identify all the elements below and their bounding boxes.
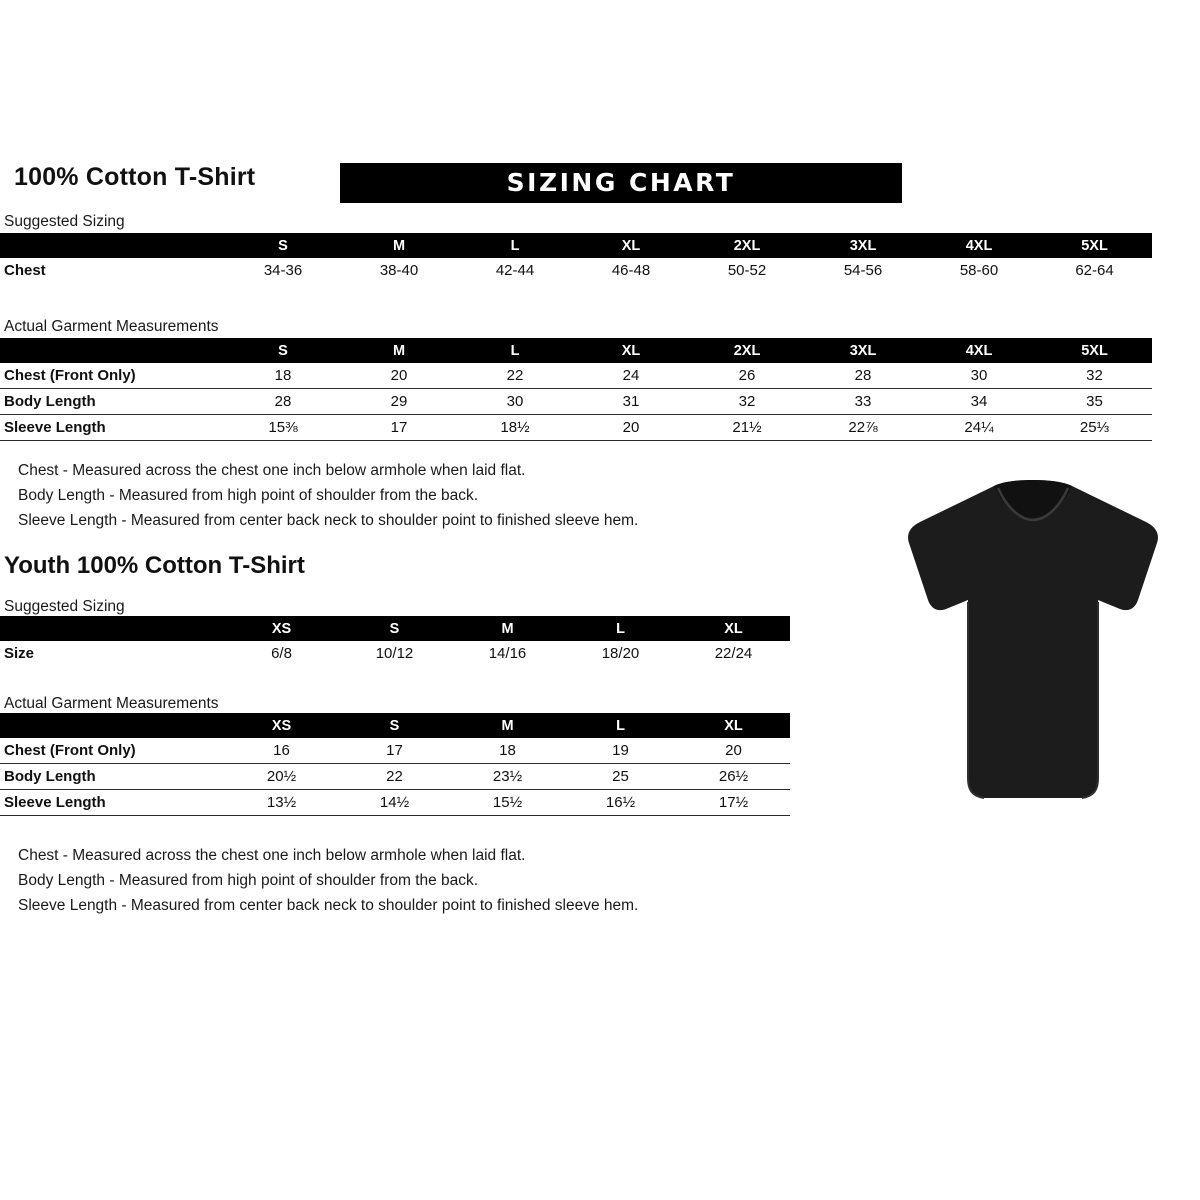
note-chest: Chest - Measured across the chest one inch below armhole when laid flat.: [18, 847, 526, 864]
column-header: 2XL: [733, 342, 761, 359]
cell: 17: [386, 742, 403, 759]
column-header: [0, 338, 225, 363]
youth-actual-caption: Actual Garment Measurements: [4, 695, 219, 712]
page-title: 100% Cotton T-Shirt: [14, 163, 256, 191]
cell: 18: [274, 367, 292, 384]
column-header: XS: [271, 717, 292, 734]
cell: 20: [390, 367, 408, 384]
cell: 20½: [266, 768, 297, 785]
row-label: Chest (Front Only): [4, 742, 136, 759]
cell: 16: [273, 742, 290, 759]
note-sleeve-length: Sleeve Length - Measured from center back neck to shoulder point to finished sleeve hem.: [18, 512, 639, 529]
cell: 18/20: [601, 645, 640, 662]
row-label: Body Length: [4, 768, 96, 785]
table-header-row: [0, 713, 790, 738]
cell: 30: [970, 367, 988, 384]
column-header: M: [501, 620, 514, 637]
row-label: Chest: [4, 262, 46, 279]
cell: 17½: [718, 794, 749, 811]
column-header: S: [278, 342, 288, 359]
column-header: S: [389, 717, 400, 734]
cell: 16½: [605, 794, 636, 811]
table-row: [0, 258, 1152, 283]
cell: 25⅓: [1079, 419, 1110, 436]
cell: 34: [970, 393, 988, 410]
column-header: 3XL: [849, 342, 877, 359]
cell: 17: [390, 419, 408, 436]
column-header: XL: [724, 620, 743, 637]
column-header: L: [510, 342, 520, 359]
column-header: XL: [621, 237, 641, 254]
adult-suggested-sizing-table: [0, 233, 1152, 283]
cell: 14/16: [488, 645, 527, 662]
cell: 6/8: [271, 645, 292, 662]
note-sleeve-length: Sleeve Length - Measured from center back neck to shoulder point to finished sleeve hem.: [18, 897, 639, 914]
column-header: [0, 233, 225, 258]
cell: 23½: [492, 768, 523, 785]
cell: 29: [390, 393, 408, 410]
table-row: [0, 389, 1152, 415]
table-row: [0, 764, 790, 790]
cell: 22: [386, 768, 403, 785]
cell: 28: [274, 393, 292, 410]
cell: 31: [622, 393, 640, 410]
cell: 14½: [379, 794, 410, 811]
column-header: [0, 713, 225, 738]
column-header: S: [278, 237, 288, 254]
column-header: 5XL: [1081, 342, 1108, 359]
column-header: M: [392, 342, 406, 359]
cell: 22: [506, 367, 524, 384]
column-header: M: [501, 717, 514, 734]
youth-measurement-notes: [18, 843, 638, 918]
row-label: Size: [4, 645, 35, 662]
column-header: L: [510, 237, 520, 254]
cell: 33: [854, 393, 872, 410]
column-header: S: [389, 620, 400, 637]
cell: 38-40: [379, 262, 419, 279]
cell: 13½: [266, 794, 297, 811]
cell: 25: [612, 768, 629, 785]
column-header: 3XL: [849, 237, 877, 254]
cell: 10/12: [375, 645, 414, 662]
t-shirt-illustration: [898, 478, 1168, 808]
cell: 32: [1086, 367, 1103, 384]
table-row: [0, 790, 790, 816]
adult-suggested-caption: Suggested Sizing: [4, 213, 125, 230]
youth-actual-measurements-table: [0, 713, 790, 816]
youth-suggested-caption: Suggested Sizing: [4, 598, 125, 615]
column-header: XS: [271, 620, 292, 637]
cell: 20: [622, 419, 640, 436]
cell: 21½: [732, 419, 762, 436]
table-header-row: [0, 338, 1152, 363]
cell: 35: [1086, 393, 1103, 410]
column-header: XL: [724, 717, 743, 734]
cell: 20: [725, 742, 742, 759]
cell: 30: [506, 393, 524, 410]
note-body-length: Body Length - Measured from high point of shoulder from the back.: [18, 872, 479, 889]
table-row: [0, 363, 1152, 389]
table-row: [0, 641, 790, 666]
table-header-row: [0, 616, 790, 641]
column-header: 5XL: [1081, 237, 1108, 254]
column-header: M: [392, 237, 406, 254]
cell: 62-64: [1075, 262, 1114, 279]
adult-actual-caption: Actual Garment Measurements: [4, 318, 219, 335]
cell: 50-52: [727, 262, 767, 279]
row-label: Body Length: [4, 393, 96, 410]
cell: 18½: [500, 419, 530, 436]
cell: 18: [499, 742, 516, 759]
column-header: 4XL: [965, 342, 993, 359]
cell: 32: [738, 393, 756, 410]
cell: 26: [738, 367, 756, 384]
column-header: L: [616, 717, 625, 734]
cell: 24¼: [964, 419, 994, 436]
row-label: Sleeve Length: [4, 794, 106, 811]
cell: 22⅞: [848, 419, 878, 436]
youth-section-title: Youth 100% Cotton T-Shirt: [4, 552, 305, 579]
cell: 15½: [492, 794, 523, 811]
note-body-length: Body Length - Measured from high point of shoulder from the back.: [18, 487, 479, 504]
note-chest: Chest - Measured across the chest one inch below armhole when laid flat.: [18, 462, 526, 479]
cell: 42-44: [495, 262, 535, 279]
cell: 58-60: [959, 262, 999, 279]
column-header: 4XL: [965, 237, 993, 254]
column-header: 2XL: [733, 237, 761, 254]
sizing-chart-banner: [340, 163, 902, 203]
table-row: [0, 415, 1152, 441]
adult-actual-measurements-table: [0, 338, 1152, 441]
column-header: [0, 616, 225, 641]
row-label: Chest (Front Only): [4, 367, 136, 384]
cell: 26½: [718, 768, 749, 785]
column-header: L: [616, 620, 625, 637]
cell: 22/24: [714, 645, 753, 662]
table-row: [0, 738, 790, 764]
column-header: XL: [621, 342, 641, 359]
cell: 24: [622, 367, 640, 384]
cell: 28: [854, 367, 872, 384]
adult-measurement-notes: [18, 458, 638, 533]
cell: 54-56: [843, 262, 883, 279]
cell: 34-36: [263, 262, 303, 279]
cell: 19: [612, 742, 629, 759]
cell: 15⅜: [268, 419, 298, 436]
youth-suggested-sizing-table: [0, 616, 790, 666]
cell: 46-48: [611, 262, 651, 279]
table-header-row: [0, 233, 1152, 258]
row-label: Sleeve Length: [4, 419, 106, 436]
sizing-chart-banner-label: SIZING CHART: [506, 168, 736, 197]
